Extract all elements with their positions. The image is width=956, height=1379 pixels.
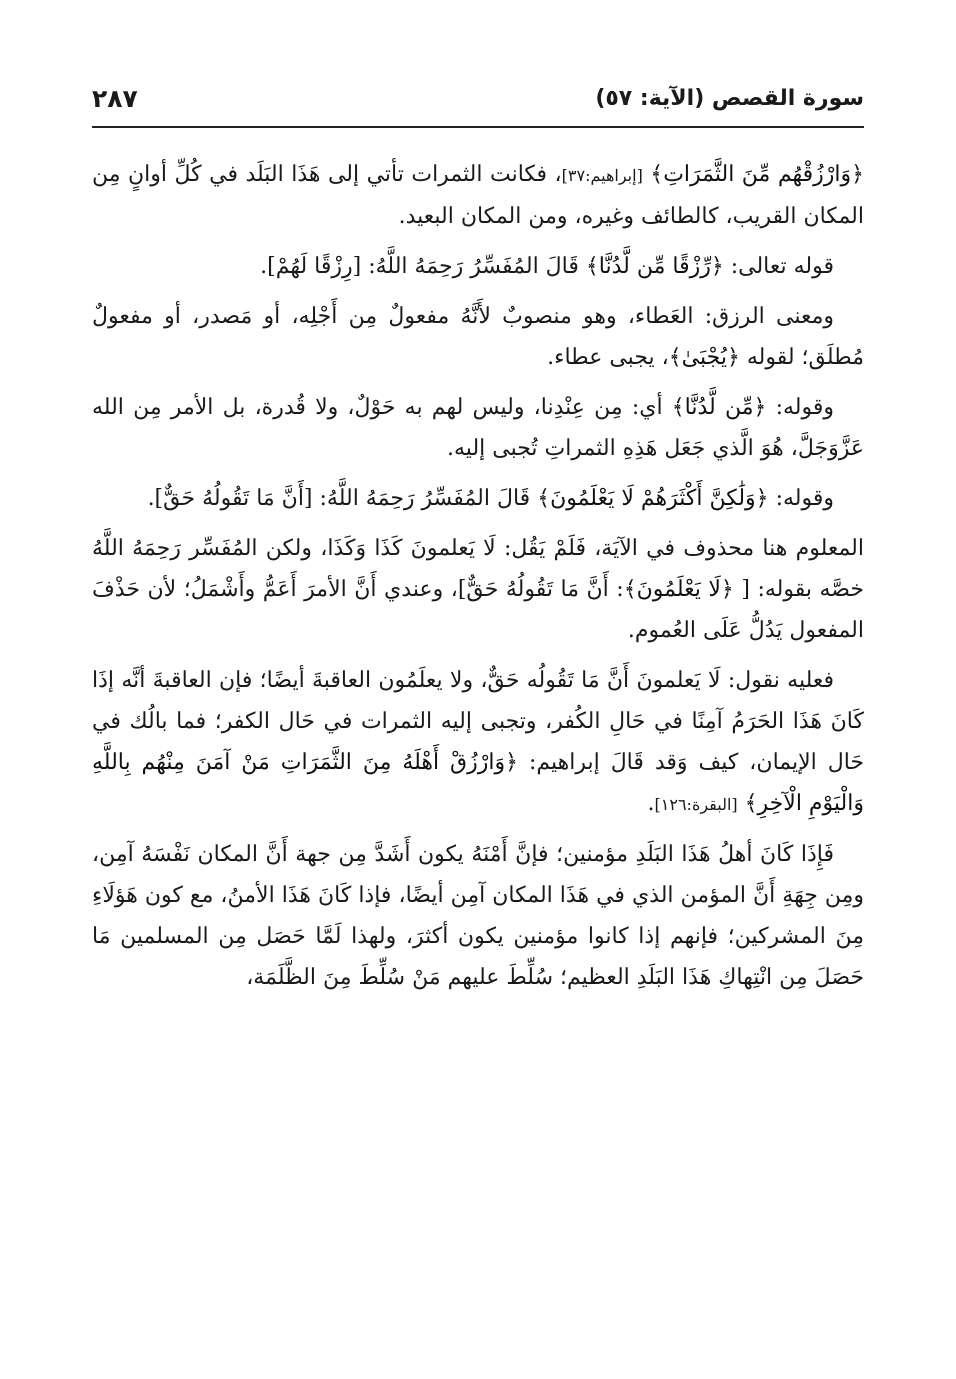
paragraph-text: فعليه نقول: لَا يَعلمونَ أَنَّ مَا تَقُولُه حَقٌّ، ولا يعلَمُون العاقبةَ أيضًا؛ فإن العاقبةَ أنَّه إذَا كَانَ هَذَا الحَرَمُ آمِنًا في حَالِ الكُفر، وتجبى إليه الثمرات في حَال الكفر؛ فما بالُك في حَال الإيمان، كيف وَقد قَالَ إبراهيم: (92, 668, 864, 775)
quran-verse: ﴿يُجْبَىٰ﴾ (668, 345, 740, 370)
running-title: سورة القصص (الآية: ٥٧) (595, 86, 864, 111)
paragraph-text: المعلوم هنا محذوف في الآيَة، فَلَمْ يَقُل: لَا يَعلمونَ كَذَا وَكَذَا، ولكن المُفَسِّر رَحِمَهُ اللَّهُ خصَّه بقوله: [ (92, 536, 864, 602)
paragraph-text: ، يجبى عطاء. (547, 345, 669, 370)
paragraph-text: وقوله: (775, 486, 834, 511)
paragraph-text: فَإِذَا كَانَ أهلُ هَذَا البَلَدِ مؤمنين؛ فإنَّ أَمْنَهُ يكون أَشَدَّ مِن جهة أَنَّ المكان نَفْسَهُ آمِن، ومِن جِهَةِ أَنَّ المؤمن الذي في هَذَا المكان آمِن أيضًا، فإذا كَانَ هَذَا الأمنُ، مع كون هَؤلَاءِ مِنَ المشركين؛ فإنهم إذا كانوا مؤمنين يكون أكثرَ، ولهذا لَمَّا حَصَل مِن المسلمين مَا حَصَلَ مِن انْتِهاكِ هَذَا البَلَدِ العظيم؛ سُلِّطَ عليهم مَنْ سُلِّطَ مِنَ الظَّلَمَة، (92, 842, 864, 990)
quran-verse: ﴿لَا يَعْلَمُونَ﴾ (623, 577, 734, 602)
paragraph-8 (92, 834, 864, 998)
paragraph-text: قوله تعالى: (730, 254, 834, 279)
paragraph-3 (92, 296, 864, 378)
paragraph-text: : أَنَّ مَا تَقُولُهُ حَقٌّ]، وعندي أَنَّ الأمرَ أَعَمُّ وأَشْمَلُ؛ لأن حَذْفَ المفعول يَدُلُّ عَلَى العُموم. (92, 577, 864, 643)
paragraph-text: . (647, 791, 655, 816)
paragraph-5 (92, 478, 864, 519)
paragraph-4 (92, 387, 864, 469)
quran-verse: ﴿مِّن لَّدُنَّا﴾ (671, 395, 767, 420)
paragraph-1 (92, 154, 864, 237)
page-header (92, 84, 864, 128)
quran-verse: ﴿وَلَٰكِنَّ أَكْثَرَهُمْ لَا يَعْلَمُونَ﴾ (537, 486, 769, 511)
paragraph-text: ، فكانت الثمرات تأتي إلى هَذَا البَلَد في كُلِّ أوانٍ مِن المكان القريب، كالطائف وغيره، ومن المكان البعيد. (92, 162, 864, 229)
quran-verse: ﴿وَارْزُقْهُم مِّنَ الثَّمَرَاتِ﴾ (650, 162, 864, 187)
quran-verse: ﴿وَارْزُقْ أَهْلَهُ مِنَ الثَّمَرَاتِ مَنْ آمَنَ مِنْهُم بِاللَّهِ وَالْيَوْمِ الْآخِرِ﴾ (92, 750, 864, 816)
paragraph-text: أي: مِن عِنْدِنا، وليس لهم به حَوْلٌ، ولا قُدرة، بل الأمر مِن الله عَزَّوَجَلَّ، هُوَ الَّذي جَعَل هَذِهِ الثمراتِ تُجبى إليه. (92, 395, 864, 461)
quran-verse: ﴿رِّزْقًا مِّن لَّدُنَّا﴾ (585, 254, 724, 279)
verse-reference: [البقرة:١٢٦] (654, 795, 738, 814)
paragraph-text: وقوله: (775, 395, 834, 420)
paragraph-7 (92, 660, 864, 825)
paragraph-text: قَالَ المُفَسِّرُ رَحِمَهُ اللَّهُ: [رِزْقًا لَهُمْ]. (260, 254, 579, 279)
paragraph-text: قَالَ المُفَسِّرُ رَحِمَهُ اللَّهُ: [أَنَّ مَا تَقُولُهُ حَقٌّ]. (147, 486, 531, 511)
page-number: ٢٨٧ (92, 84, 138, 113)
verse-reference: [إبراهيم:٣٧] (561, 166, 643, 185)
paragraph-2 (92, 246, 864, 287)
paragraph-text: ومعنى الرزق: العَطاء، وهو منصوبٌ لأَنَّهُ مفعولٌ مِن أَجْلِه، أو مَصدر، أو مفعولٌ مُطلَق؛ لقوله (92, 304, 864, 370)
paragraph-6 (92, 528, 864, 651)
page-body (92, 154, 864, 1294)
